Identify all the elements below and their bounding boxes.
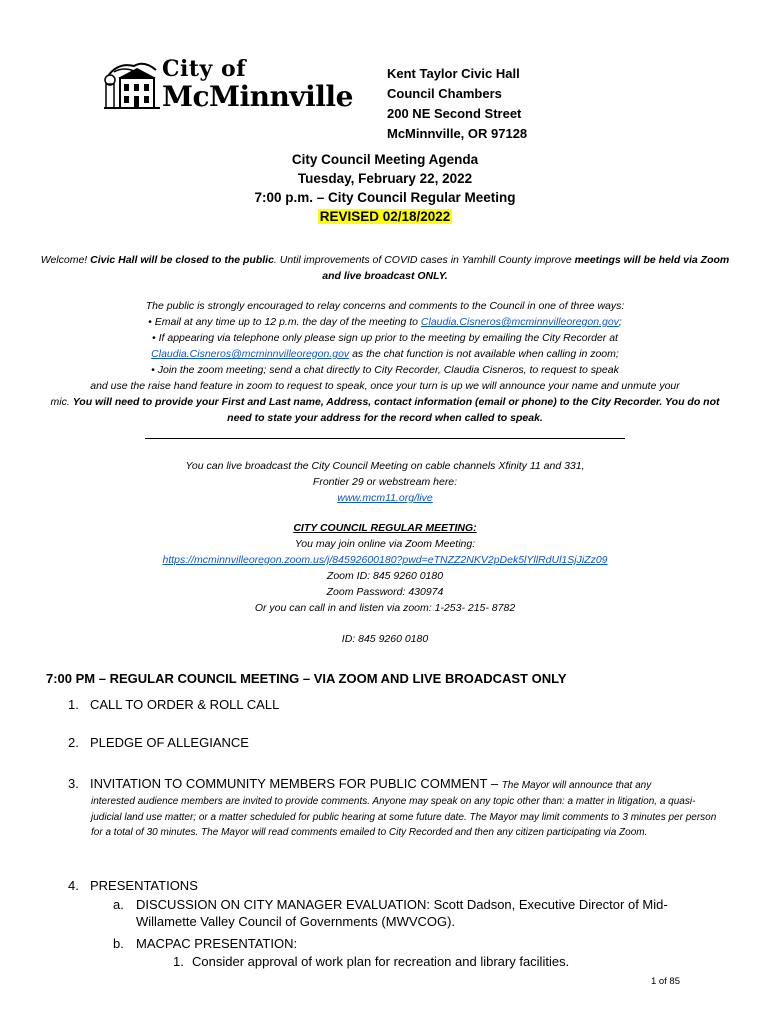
instruction-line: and use the raise hand feature in zoom to request to speak, once your turn is up we will announce your name and unmute your <box>90 380 680 392</box>
agenda-item-public-comment <box>68 775 651 795</box>
zoom-meeting-link[interactable]: https://mcminnvilleoregon.zoom.us/j/84592600180?pwd=eTNZZ2NKV2pDek5lYllRdUl1SjJiZz09 <box>162 554 608 566</box>
item-title: PLEDGE OF ALLEGIANCE <box>90 735 249 750</box>
zoom-heading: CITY COUNCIL REGULAR MEETING: <box>293 522 477 534</box>
instruction-text: ; <box>618 316 622 328</box>
broadcast-line: You can live broadcast the City Council Meeting on cable channels Xfinity 11 and 331, <box>185 460 585 472</box>
revised-badge: REVISED 02/18/2022 <box>319 209 451 224</box>
email-link[interactable]: Claudia.Cisneros@mcminnvilleoregon.gov <box>420 316 619 328</box>
logo-text-city-of: City of <box>162 56 247 82</box>
agenda-time: 7:00 p.m. – City Council Regular Meeting <box>254 190 516 205</box>
instruction-line <box>40 314 730 330</box>
broadcast-info <box>40 458 730 506</box>
address-line: Kent Taylor Civic Hall <box>387 66 520 81</box>
instruction-bold: You will need to provide your First and Last name, Address, contact information (email or phone) to the City Recorder. You do not need to state your address for the record when called to speak. <box>72 396 720 424</box>
subitem-macpac: MACPAC PRESENTATION: <box>136 936 298 951</box>
subitem-label: a. <box>113 897 124 912</box>
instruction-line: • If appearing via telephone only please sign up prior to the meeting by emailing the City Recorder at <box>152 332 618 344</box>
logo-text-mcminnville: McMinnville <box>162 80 353 113</box>
subitem-label: 1. <box>173 954 184 969</box>
item-title: INVITATION TO COMMUNITY MEMBERS FOR PUBLIC COMMENT – <box>90 776 502 791</box>
public-comment-instructions <box>40 298 730 426</box>
instruction-line <box>40 346 730 362</box>
welcome-bold: meetings will be held via Zoom and live broadcast ONLY. <box>322 254 730 282</box>
zoom-info <box>40 520 730 647</box>
welcome-text: Welcome! <box>40 254 91 266</box>
agenda-titles <box>0 150 770 226</box>
address-line: McMinnville, OR 97128 <box>387 126 528 141</box>
item-number: 3. <box>68 776 79 791</box>
subitem-city-manager-evaluation: DISCUSSION ON CITY MANAGER EVALUATION: Scott Dadson, Executive Director of Mid-Willamette Valley Council of Governments (MWVCOG). <box>136 897 668 929</box>
item-number: 1. <box>68 697 79 712</box>
email-link[interactable]: Claudia.Cisneros@mcminnvilleoregon.gov <box>151 348 350 360</box>
instruction-text: as the chat function is not available when calling in zoom; <box>349 348 619 360</box>
agenda-date: Tuesday, February 22, 2022 <box>297 171 473 186</box>
item-title: CALL TO ORDER & ROLL CALL <box>90 697 280 712</box>
agenda-item-call-to-order <box>68 696 279 714</box>
section-divider <box>145 438 625 439</box>
zoom-line: You may join online via Zoom Meeting: <box>294 538 476 550</box>
zoom-call-in: Or you can call in and listen via zoom: 1-253- 215- 8782 <box>254 602 516 614</box>
zoom-password: Zoom Password: 430974 <box>326 586 444 598</box>
regular-meeting-heading: 7:00 PM – REGULAR COUNCIL MEETING – VIA ZOOM AND LIVE BROADCAST ONLY <box>46 671 567 686</box>
agenda-title: City Council Meeting Agenda <box>291 152 479 167</box>
item-number: 4. <box>68 878 79 893</box>
item-number: 2. <box>68 735 79 750</box>
item-desc-start: The Mayor will announce that any <box>501 780 652 791</box>
agenda-item-presentations <box>68 877 198 895</box>
instruction-text: • Email at any time up to 12 p.m. the day of the meeting to <box>148 316 421 328</box>
instruction-line: • Join the zoom meeting; send a chat directly to City Recorder, Claudia Cisneros, to request to speak <box>151 364 619 376</box>
broadcast-line: Frontier 29 or webstream here: <box>312 476 458 488</box>
subitem-work-plan: Consider approval of work plan for recreation and library facilities. <box>192 954 570 969</box>
zoom-id-repeat: ID: 845 9260 0180 <box>341 633 429 645</box>
zoom-id: Zoom ID: 845 9260 0180 <box>326 570 444 582</box>
webstream-link[interactable]: www.mcm11.org/live <box>337 492 433 504</box>
subitem-label: b. <box>113 936 124 951</box>
city-logo <box>104 58 376 114</box>
public-comment-description: interested audience members are invited to provide comments. Anyone may speak on any topic other than: a matter in litigation, a quasi-judicial land use matter; or a matter scheduled for public hearing at some future date. The Mayor may limit comments to 3 minutes per person for a total of 30 minutes. The Mayor will read comments emailed to City Recorded and then any citizen participating via Zoom. <box>91 796 717 838</box>
address-line: 200 NE Second Street <box>387 106 522 121</box>
address-line: Council Chambers <box>387 86 502 101</box>
item-title: PRESENTATIONS <box>90 878 198 893</box>
welcome-notice <box>40 252 730 284</box>
meeting-address <box>387 64 527 144</box>
page-number: 1 of 85 <box>650 976 680 987</box>
instruction-text: mic. <box>50 396 73 408</box>
welcome-bold: Civic Hall will be closed to the public <box>90 254 274 266</box>
instruction-line: The public is strongly encouraged to relay concerns and comments to the Council in one of three ways: <box>145 300 625 312</box>
agenda-item-pledge <box>68 734 249 752</box>
civic-building-icon <box>104 58 160 114</box>
welcome-text: . Until improvements of COVID cases in Yamhill County improve <box>273 254 575 266</box>
instruction-line <box>40 394 730 426</box>
